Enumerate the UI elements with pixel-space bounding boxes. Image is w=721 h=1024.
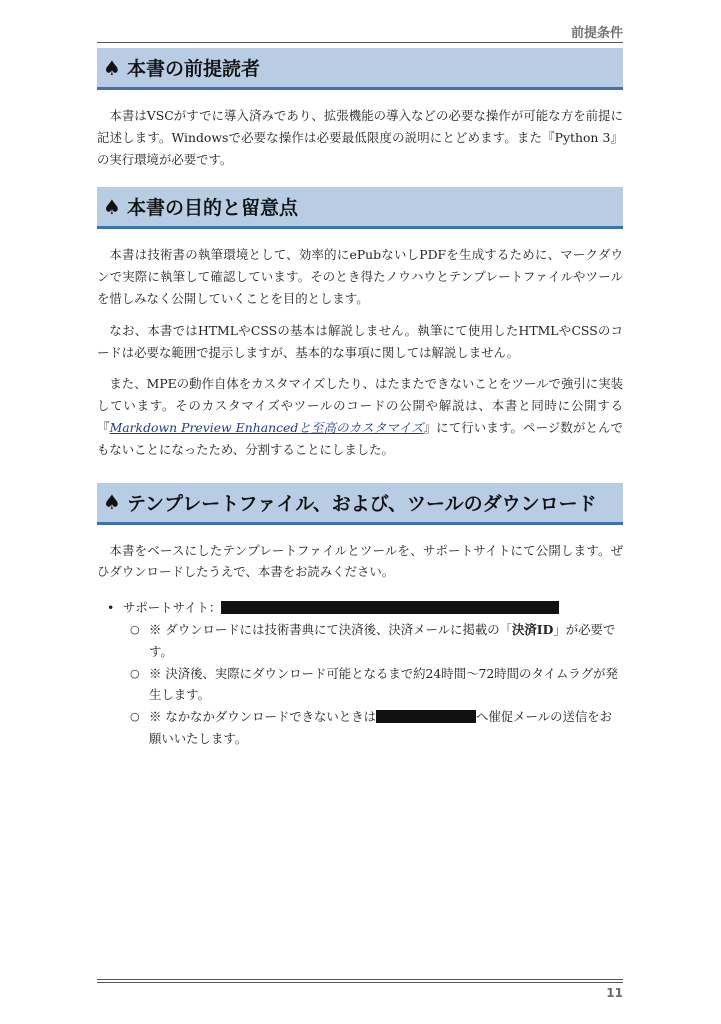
header-rule — [97, 42, 623, 43]
note-text: ※ 決済後、実際にダウンロード可能となるまで約24時間〜72時間のタイムラグが発生します。 — [149, 665, 618, 703]
spade-icon: ♠ — [103, 55, 121, 80]
paragraph: 本書をベースにしたテンプレートファイルとツールを、サポートサイトにて公開します。ぜひダウンロードしたうえで、本書をお読みください。 — [97, 542, 623, 580]
circle-bullet-icon: ○ — [130, 666, 140, 680]
section-title: 本書の目的と留意点 — [126, 197, 298, 220]
support-site-label: サポートサイト： — [123, 600, 222, 616]
paragraph: 本書はVSCがすでに導入済みであり、拡張機能の導入などの必要な操作が可能な方を前提に記述します。Windowsで必要な操作は必要最低限度の説明にとどめます。また『Python 3』の実行環境が必要です。 — [97, 108, 623, 167]
note-bold-text: 決済ID — [512, 621, 554, 637]
list-item-support-site — [97, 597, 623, 750]
footer-rule — [97, 979, 623, 980]
page-number: 11 — [606, 986, 623, 1000]
paragraph-text: また、MPEの動作自体をカスタマイズしたり、はたまたできないことをツールで強引に実装しています。そのカスタマイズやツールのコードの公開や解説は、本書と同時に公開する『 — [97, 376, 623, 435]
spade-icon: ♠ — [103, 194, 121, 219]
paragraph-text: 』にて行います。ページ数がとんでもないことになったため、分割することにしました。 — [97, 419, 624, 457]
redacted-contact-address — [376, 710, 476, 723]
companion-book-link[interactable]: Markdown Preview Enhancedと至高のカスタマイズ — [109, 419, 424, 435]
list-item — [123, 619, 623, 663]
support-list — [97, 597, 623, 750]
page-content — [97, 48, 623, 750]
section-title: テンプレートファイル、および、ツールのダウンロード — [126, 492, 597, 515]
support-notes — [123, 619, 623, 750]
running-header-title: 前提条件 — [570, 26, 623, 41]
note-text: ※ ダウンロードには技術書典にて決済後、決済メールに掲載の「 — [149, 621, 513, 637]
redacted-support-url[interactable] — [221, 601, 559, 614]
section-heading-prerequisite-readers — [97, 48, 623, 90]
paragraph-with-link — [97, 373, 623, 460]
list-item — [123, 706, 623, 750]
note-text: 」が必要です。 — [149, 621, 616, 659]
circle-bullet-icon: ○ — [130, 710, 140, 724]
section-heading-download — [97, 483, 623, 525]
paragraph: 本書は技術書の執筆環境として、効率的にePubないしPDFを生成するために、マークダウンで実際に執筆して確認しています。そのとき得たノウハウとテンプレートファイルやツールを惜しみなく公開していくことを目的とします。 — [97, 247, 623, 306]
bullet-icon: • — [107, 600, 115, 616]
section-title: 本書の前提読者 — [126, 58, 260, 80]
circle-bullet-icon: ○ — [130, 622, 140, 636]
note-text: へ催促メールの送信をお願いいたします。 — [149, 709, 613, 746]
section-heading-purpose-notes — [97, 187, 623, 229]
note-text: ※ なかなかダウンロードできないときは — [149, 709, 376, 725]
footer-rule — [97, 982, 623, 983]
list-item — [123, 663, 623, 707]
spade-icon: ♠ — [103, 490, 121, 515]
paragraph: なお、本書ではHTMLやCSSの基本は解説しません。執筆にて使用したHTMLやCSSのコードは必要な範囲で提示しますが、基本的な事項に関しては解説しません。 — [97, 322, 623, 360]
